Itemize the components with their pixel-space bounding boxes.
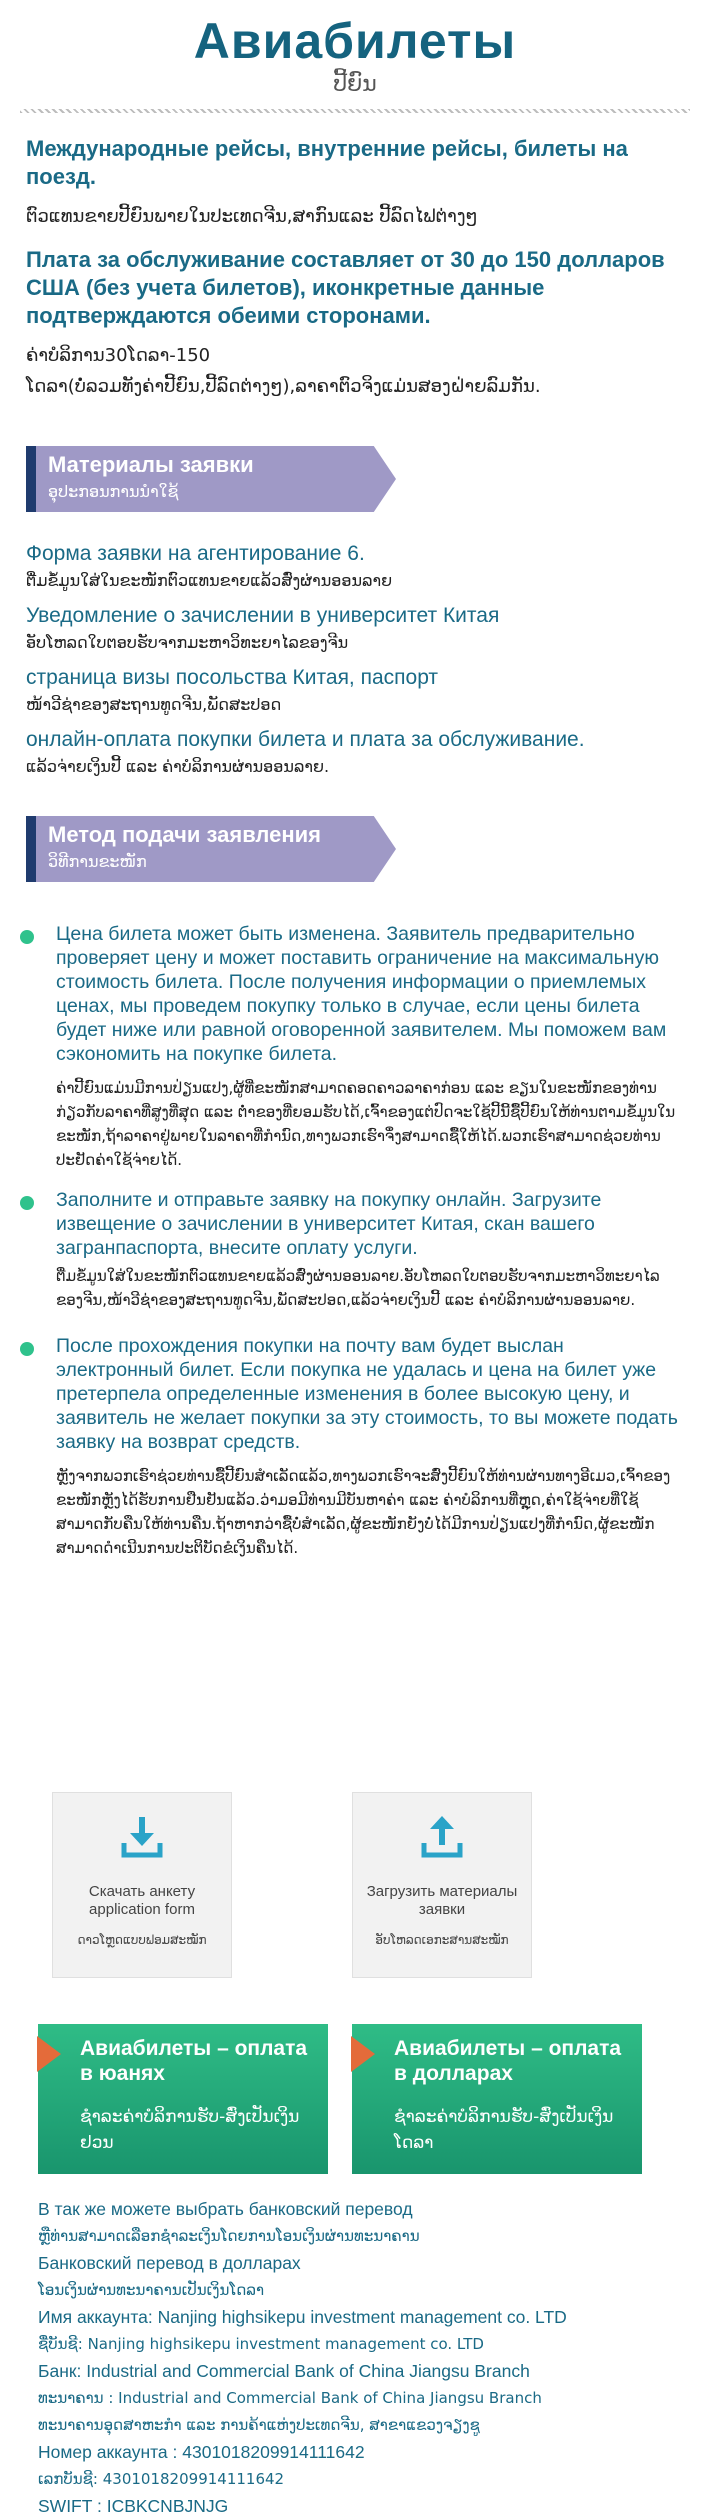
materials-item-ru: Форма заявки на агентирование 6.: [26, 542, 365, 565]
method-step: [0, 1334, 710, 1560]
download-form-button[interactable]: [52, 1792, 232, 1978]
bank-line: ເລກບັນຊີ: 4301018209914111642: [38, 2470, 285, 2488]
materials-item: [0, 726, 710, 780]
method-step-ru: Цена билета может быть изменена. Заявитель предварительно проверяет цену и может поставить ограничение на максимальную стоимость билета. После получения информации о приемлемых ценах, мы проведем покупку только в случае, если цены билета будет ниже или равной оговоренной заявителем. Мы поможем вам сэкономить на покупке билета.: [56, 923, 667, 1065]
arrow-right-icon: [37, 2036, 61, 2072]
upload-materials-button[interactable]: [352, 1792, 532, 1978]
page-subtitle: ປີ້ຍົນ: [333, 72, 377, 97]
download-form-label-ru: Скачать анкету application form: [88, 1883, 196, 1918]
bank-line: ທະນາຄານອຸດສາຫະກຳ ແລະ ການຄ້າແຫ່ງປະເທດຈີນ, ສາຂາແຂວງຈຽງຊູ: [38, 2416, 480, 2434]
materials-heading-lao: ອຸປະກອນການນຳໃຊ້: [48, 482, 179, 501]
materials-item: [0, 540, 710, 594]
bank-line: Номер аккаунта : 4301018209914111642: [38, 2442, 365, 2462]
method-heading: [26, 816, 684, 882]
materials-item-lao: ແລ້ວຈ່າຍເງິນປີ້ ແລະ ຄ່າບໍລິການຜ່ານອອນລາຍ.: [26, 757, 330, 776]
intro-lao-1: ຕົວແທນຂາຍປີ້ຍົນພາຍໃນປະເທດຈີນ,ສາກົນແລະ ປີ້ລົດໄຟຕ່າງໆ: [26, 206, 478, 227]
intro-lao-2b: ໂດລາ(ບໍ່ລວມທັງຄ່າປີ້ຍົນ,ປີ້ລົດຕ່າງໆ),ລາຄາຕົວຈິງແມ່ນສອງຝ່າຍລົມກັນ.: [26, 376, 541, 397]
upload-icon: [353, 1813, 531, 1865]
intro-ru-1: Международные рейсы, внутренние рейсы, билеты на поезд.: [26, 136, 628, 189]
upload-materials-label-ru: Загрузить материалы заявки: [366, 1883, 518, 1918]
materials-item-lao: ອັບໂຫລດໃບຕອບຮັບຈາກມະຫາວິທະຍາໄລຂອງຈີນ: [26, 633, 349, 652]
pay-yuan-label-lao: ຊຳລະຄ່າບໍລິການຮັບ-ສົ່ງເປັນເງິນຢວນ: [80, 2107, 300, 2153]
pay-usd-button[interactable]: [352, 2024, 642, 2174]
pay-usd-label-lao: ຊຳລະຄ່າບໍລິການຮັບ-ສົ່ງເປັນເງິນໂດລາ: [394, 2107, 614, 2153]
materials-item-lao: ຕື່ມຂໍ້ມູນໃສ່ໃນຂະໜັກຕົວແທນຂາຍແລ້ວສົ່ງຜ່ານອອນລາຍ: [26, 571, 393, 590]
bank-info: [38, 2196, 698, 2520]
method-step: [0, 922, 710, 1172]
bank-line: ໂອນເງິນຜ່ານທະນາຄານເປັນເງິນໂດລາ: [38, 2281, 265, 2299]
method-step-lao: ຄ່າປີ້ຍົນແມ່ນມີການປ່ຽນແປງ,ຜູ້ທີ່ຂະໜັກສາມາດຄອດຄາວລາຄາກ່ອນ ແລະ ຂຽນໃນຂະໜັກຂອງທ່ານກ່ຽວກັບລາຄາທີ່ສູງທີ່ສຸດ ແລະ ຕ່ຳຂອງທີ່ຍອມຮັບໄດ້,ເຈົ້າຂອງແຕ່ປົດຈະໃຊ້ປີ້ນີ້ຊື້ປີ້ຍົນໃຫ້ທ່ານຕາມຂໍ້ມູນໃນຂະໜັກ,ຖ້າລາຄາຢູ່ພາຍໃນລາຄາທີ່ກຳນົດ,ທາງພວກເຮົາຈຶ່ງສາມາດຊື້ໃຫ້ໄດ້.ພວກເຮົາສາມາດຊ່ວຍທ່ານປະຢັດຄ່າໃຊ້ຈ່າຍໄດ້.: [56, 1079, 676, 1169]
materials-item: [0, 664, 710, 718]
materials-item-ru: онлайн-оплата покупки билета и плата за обслуживание.: [26, 728, 585, 751]
header-divider: [20, 109, 690, 113]
bank-line: ຫຼືທ່ານສາມາດເລືອກຊຳລະເງິນໂດຍການໂອນເງິນຜ່ານທະນາຄານ: [38, 2227, 420, 2245]
bank-line: Банк: Industrial and Commercial Bank of China Jiangsu Branch: [38, 2361, 530, 2381]
bank-line: Имя аккаунта: Nanjing highsikepu investment management co. LTD: [38, 2307, 567, 2327]
bank-line: SWIFT : ICBKCNBJNJG: [38, 2496, 229, 2516]
bank-line: В так же можете выбрать банковский перевод: [38, 2199, 413, 2219]
pay-yuan-label-ru: Авиабилеты – оплата в юанях: [80, 2037, 308, 2085]
method-step-lao: ຫຼັງຈາກພວກເຮົາຊ່ວຍທ່ານຊື້ປີ້ຍົນສຳເລັດແລ້ວ,ທາງພວກເຮົາຈະສົ່ງປີ້ຍົນໃຫ້ທ່ານຜ່ານທາງອີເມວ,ເຈົ້າຂອງຂະໜັກຫຼັງໄດ້ຮັບການຢືນຢັນແລ້ວ.ວ່າມອມີທ່ານມີບັນຫາຄ່າ ແລະ ຄ່າບໍລິການທີ່ຫຼຸດ,ຄ່າໃຊ້ຈ່າຍທີ່ໃຊ້ສາມາດກັບຄືນໃຫ້ທ່ານຄືນ.ຖ້າຫາກວ່າຊື້ບໍ່ສຳເລັດ,ຜູ້ຂະໜັກຍັງບໍ່ໄດ້ມີການປ່ຽນແປງທີ່ກຳນົດ,ຜູ້ຂະໜັກສາມາດດຳເນີນການປະຕິບັດຂໍເງິນຄືນໄດ້.: [56, 1467, 671, 1557]
page-title: Авиабилеты: [193, 13, 517, 69]
materials-item-lao: ໜ້າວີຊ່າຂອງສະຖານທູດຈີນ,ພັດສະປອດ: [26, 695, 282, 714]
materials-item-ru: Уведомление о зачислении в университет Китая: [26, 604, 500, 627]
materials-list: [0, 540, 710, 780]
bank-line: Банковский перевод в долларах: [38, 2253, 301, 2273]
method-heading-lao: ວິທີການຂະໜັກ: [48, 852, 147, 871]
upload-materials-label-lao: ອັບໂຫລດເອກະສານສະໝັກ: [375, 1933, 509, 1947]
materials-heading: [26, 446, 684, 512]
method-step-ru: После прохождения покупки на почту вам будет выслан электронный билет. Если покупка не удалась и цена на билет уже претерпела определенные изменения в более высокую цену, и заявитель не желает покупки за эту стоимость, то вы можете подать заявку на возврат средств.: [56, 1335, 678, 1453]
bullet-dot-icon: [20, 1342, 34, 1356]
bank-line: ຊື່ບັນຊີ: Nanjing highsikepu investment management co. LTD: [38, 2335, 484, 2353]
method-steps: [0, 922, 710, 1560]
bullet-dot-icon: [20, 1196, 34, 1210]
pay-yuan-button[interactable]: [38, 2024, 328, 2174]
materials-heading-ru: Материалы заявки: [48, 452, 254, 477]
method-step-ru: Заполните и отправьте заявку на покупку онлайн. Загрузите извещение о зачислении в университет Китая, скан вашего загранпаспорта, внесите оплату услуги.: [56, 1189, 602, 1259]
materials-item: [0, 602, 710, 656]
materials-item-ru: страница визы посольства Китая, паспорт: [26, 666, 439, 689]
intro-ru-2: Плата за обслуживание составляет от 30 до 150 долларов США (без учета билетов), иконкретные данные подтверждаются обеими сторонами.: [26, 247, 665, 328]
bullet-dot-icon: [20, 930, 34, 944]
method-heading-ru: Метод подачи заявления: [48, 822, 322, 847]
header: [0, 0, 710, 97]
intro-lao-2a: ຄ່າບໍລິການ30ໂດລາ-150: [26, 345, 211, 366]
pay-usd-label-ru: Авиабилеты – оплата в долларах: [394, 2037, 622, 2085]
method-step-lao: ຕື່ມຂໍ້ມູນໃສ່ໃນຂະໜັກຕົວແທນຂາຍແລ້ວສົ່ງຜ່ານອອນລາຍ.ອັບໂຫລດໃບຕອບຮັບຈາກມະຫາວິທະຍາໄລຂອງຈີນ,ໜ້າວີຊ່າຂອງສະຖານທູດຈີນ,ພັດສະປອດ,ແລ້ວຈ່າຍເງິນປີ້ ແລະ ຄ່າບໍລິການຜ່ານອອນລາຍ.: [56, 1267, 660, 1309]
arrow-right-icon: [351, 2036, 375, 2072]
download-form-label-lao: ດາວໂຫຼດແບບຟອມສະໝັກ: [77, 1933, 207, 1947]
download-icon: [53, 1813, 231, 1865]
bank-line: ທະນາຄານ : Industrial and Commercial Bank of China Jiangsu Branch: [38, 2389, 542, 2407]
method-step: [0, 1188, 710, 1312]
intro-section: [0, 135, 710, 402]
